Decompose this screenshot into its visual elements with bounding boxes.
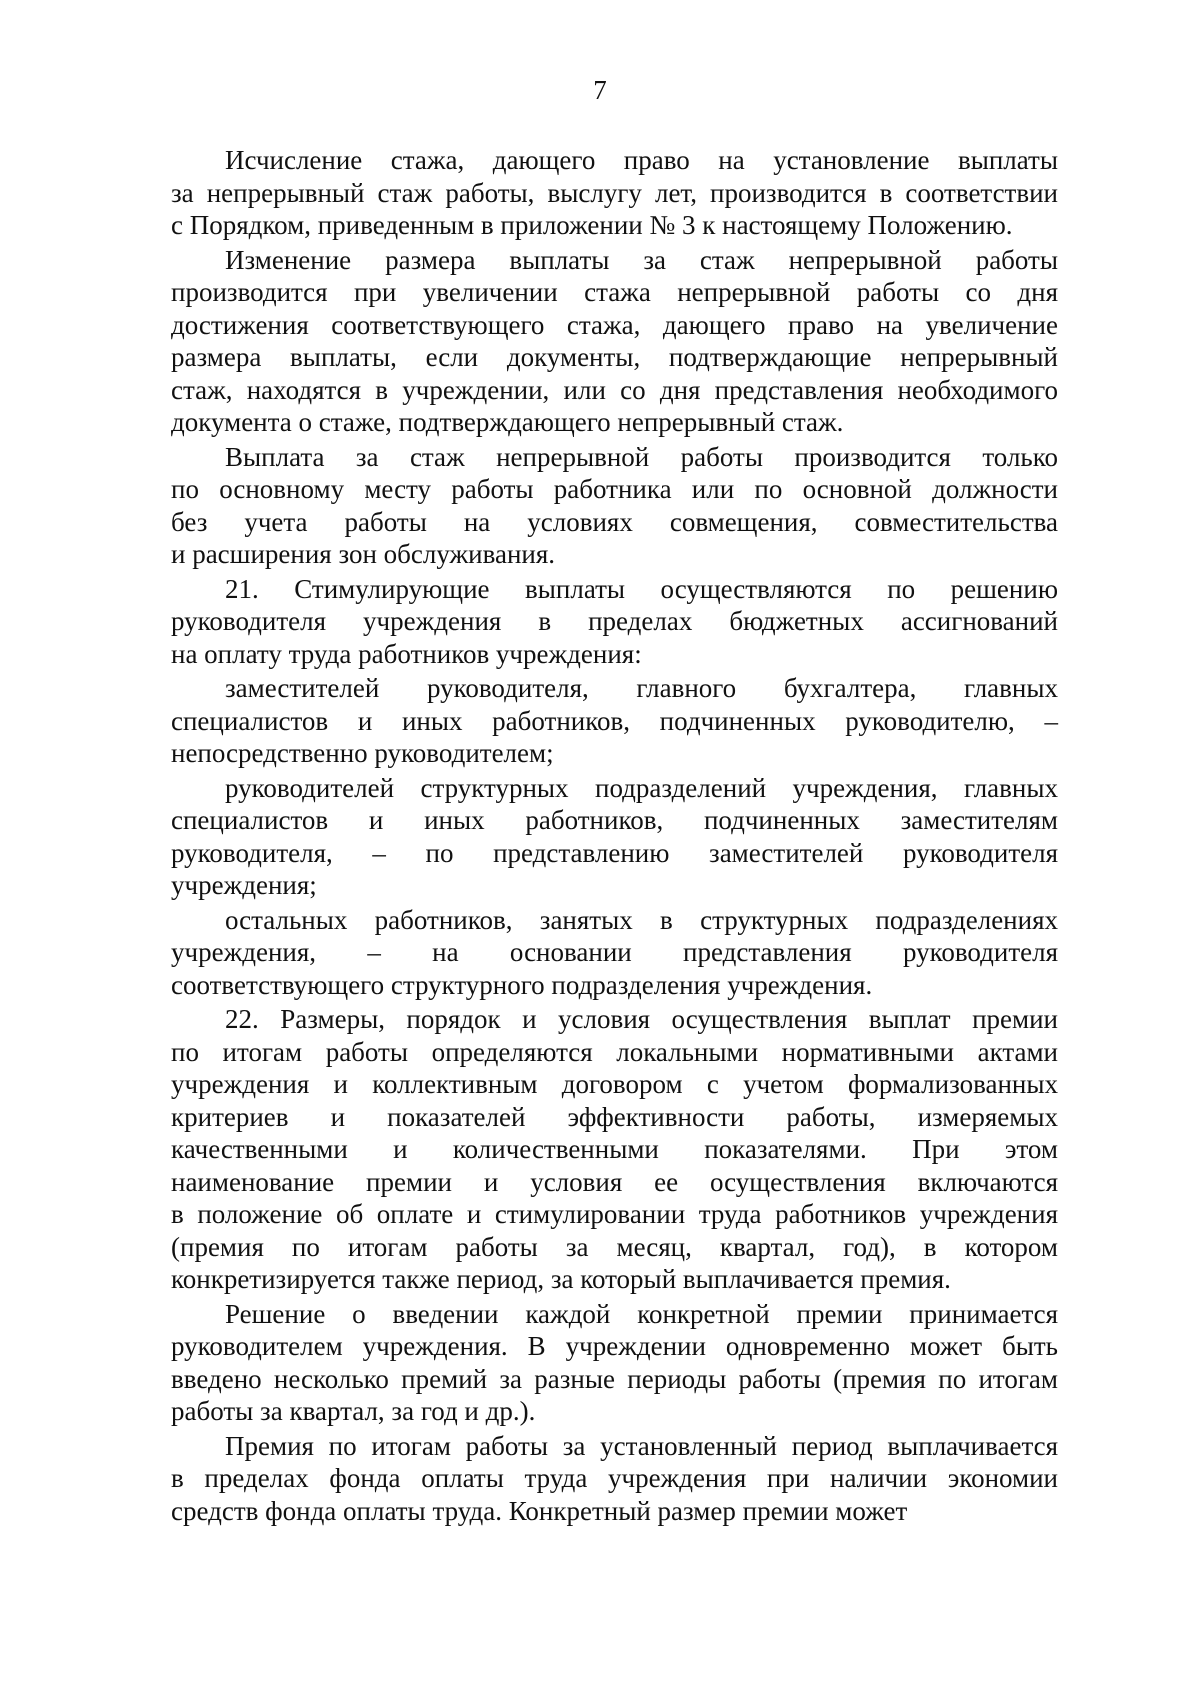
paragraph (171, 144, 1058, 242)
text-line: по основному месту работы работника или по основной должности (171, 474, 1058, 504)
text-line: учреждения, – на основании представления руководителя (171, 937, 1058, 967)
text-line: непосредственно руководителем; (171, 738, 554, 768)
text-line: и расширения зон обслуживания. (171, 539, 556, 569)
text-line: по итогам работы определяются локальными нормативными актами (171, 1036, 1058, 1067)
text-line: Премия по итогам работы за установленный период выплачивается (225, 1430, 1058, 1461)
text-line: руководителей структурных подразделений учреждения, главных (225, 772, 1058, 803)
text-line: достижения соответствующего стажа, дающего право на увеличение (171, 309, 1058, 340)
paragraph (171, 1298, 1058, 1428)
text-line: Изменение размера выплаты за стаж непрерывной работы (225, 244, 1058, 275)
text-line: производится при увеличении стажа непрерывной работы со дня (171, 277, 1058, 307)
page-number: 7 (593, 75, 607, 105)
document-body (171, 144, 1058, 1527)
text-line: специалистов и иных работников, подчиненных заместителям (171, 805, 1058, 835)
text-line: за непрерывный стаж работы, выслугу лет, производится в соответствии (171, 177, 1058, 208)
text-line: в положение об оплате и стимулировании труда работников учреждения (171, 1199, 1058, 1229)
paragraph (171, 573, 1058, 671)
text-line: руководителем учреждения. В учреждении одновременно может быть (171, 1331, 1058, 1361)
text-line: учреждения и коллективным договором с учетом формализованных (171, 1069, 1058, 1099)
text-line: качественными и количественными показателями. При этом (171, 1134, 1058, 1164)
text-line: 21. Стимулирующие выплаты осуществляются по решению (225, 573, 1058, 604)
paragraph (171, 1430, 1058, 1528)
text-line: руководителя, – по представлению заместителей руководителя (171, 837, 1058, 868)
text-line: соответствующего структурного подразделения учреждения. (171, 969, 873, 1000)
paragraph (171, 772, 1058, 902)
text-line: средств фонда оплаты труда. Конкретный размер премии может (171, 1495, 908, 1526)
text-line: стаж, находятся в учреждении, или со дня представления необходимого (171, 374, 1058, 405)
text-line: размера выплаты, если документы, подтверждающие непрерывный (171, 342, 1058, 372)
text-line: без учета работы на условиях совмещения, совместительства (171, 506, 1058, 537)
text-line: 22. Размеры, порядок и условия осуществления выплат премии (225, 1004, 1058, 1034)
text-line: с Порядком, приведенным в приложении № 3 к настоящему Положению. (171, 210, 1013, 240)
text-line: руководителя учреждения в пределах бюджетных ассигнований (171, 606, 1058, 636)
text-line: наименование премии и условия ее осуществления включаются (171, 1166, 1058, 1197)
paragraph (171, 244, 1058, 439)
paragraph (171, 1003, 1058, 1296)
text-line: Исчисление стажа, дающего право на установление выплаты (225, 145, 1058, 175)
text-line: заместителей руководителя, главного бухгалтера, главных (225, 673, 1058, 703)
text-line: конкретизируется также период, за который выплачивается премия. (171, 1264, 951, 1294)
text-line: (премия по итогам работы за месяц, квартал, год), в котором (171, 1231, 1058, 1262)
text-line: учреждения; (171, 870, 317, 900)
text-line: в пределах фонда оплаты труда учреждения при наличии экономии (171, 1463, 1058, 1493)
text-line: критериев и показателей эффективности работы, измеряемых (171, 1101, 1058, 1132)
text-line: введено несколько премий за разные периоды работы (премия по итогам (171, 1363, 1058, 1394)
paragraph (171, 441, 1058, 571)
text-line: работы за квартал, за год и др.). (171, 1396, 536, 1426)
text-line: Решение о введении каждой конкретной премии принимается (225, 1298, 1058, 1329)
text-line: специалистов и иных работников, подчиненных руководителю, – (171, 705, 1058, 736)
text-line: остальных работников, занятых в структурных подразделениях (225, 904, 1058, 935)
text-line: на оплату труда работников учреждения: (171, 638, 642, 669)
paragraph (171, 672, 1058, 770)
text-line: документа о стаже, подтверждающего непрерывный стаж. (171, 407, 844, 437)
text-line: Выплата за стаж непрерывной работы производится только (225, 441, 1058, 472)
paragraph (171, 904, 1058, 1002)
